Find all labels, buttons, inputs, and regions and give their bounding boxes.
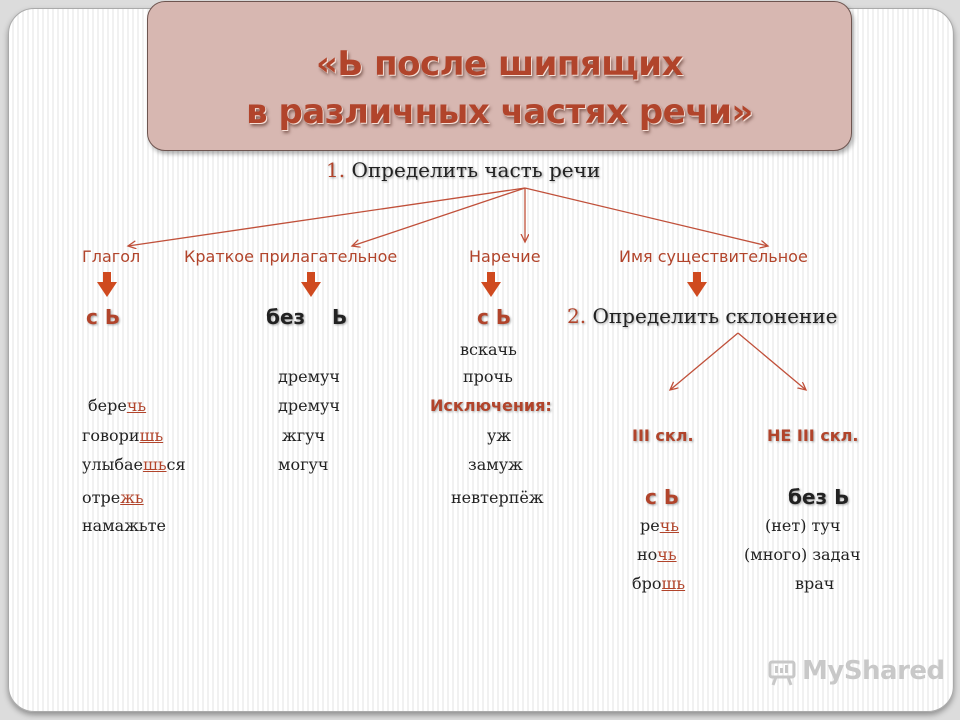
- third-declension-word: [632, 574, 685, 593]
- adjective-word: жгуч: [282, 426, 326, 445]
- verb-word: [82, 488, 144, 507]
- exception-word: замуж: [468, 455, 523, 474]
- rule-adverb: с Ь: [477, 305, 512, 329]
- part-noun: Имя существительное: [619, 247, 808, 266]
- connector-short-adj: [352, 188, 525, 246]
- noun-ending: шь: [661, 574, 686, 593]
- step-1: [326, 158, 600, 182]
- exceptions-label: Исключения:: [430, 396, 552, 415]
- verb-word-stem: улыбае: [82, 455, 143, 474]
- adverb-word: вскачь: [460, 340, 517, 359]
- down-arrow-adverb-icon: [481, 272, 501, 297]
- not-third-declension-word: врач: [795, 574, 835, 593]
- connector-noun: [525, 188, 768, 246]
- connector-third: [670, 333, 738, 390]
- part-adverb: Наречие: [469, 247, 541, 266]
- rule-short-adj-soft-sign: Ь: [332, 305, 348, 329]
- exception-word: уж: [487, 426, 512, 445]
- connector-verb: [128, 188, 525, 246]
- down-arrow-verb-icon: [97, 272, 117, 297]
- third-declension-label: III скл.: [632, 426, 694, 445]
- verb-word: [82, 426, 163, 445]
- adjective-word: могуч: [278, 455, 329, 474]
- not-third-declension-word: (нет) туч: [765, 516, 841, 535]
- title-line-1: «Ь после шипящих: [315, 44, 684, 84]
- rule-verb: с Ь: [86, 305, 121, 329]
- noun-ending: чь: [659, 516, 680, 535]
- verb-word-stem: отре: [82, 488, 121, 507]
- verb-word-ending: шь: [142, 455, 167, 474]
- adjective-word: дремуч: [278, 396, 340, 415]
- third-declension-word: [640, 516, 679, 535]
- verb-word-ending: чь: [126, 396, 147, 415]
- title-line-2: в различных частях речи»: [246, 92, 753, 132]
- verb-word-ending: жь: [120, 488, 144, 507]
- connector-not-third: [738, 333, 806, 390]
- adverb-word: прочь: [463, 367, 513, 386]
- part-verb: Глагол: [82, 247, 141, 266]
- down-arrow-short-adj-icon: [301, 272, 321, 297]
- step-2-number: 2.: [567, 304, 587, 328]
- down-arrow-noun-icon: [687, 272, 707, 297]
- verb-word-stem: бере: [88, 396, 127, 415]
- verb-word-suffix: ся: [166, 455, 186, 474]
- watermark-text: MyShared: [802, 656, 945, 686]
- rule-short-adj-bez: без: [266, 305, 306, 329]
- step-1-number: 1.: [326, 158, 346, 182]
- verb-word: [88, 396, 146, 415]
- verb-word-stem: говори: [82, 426, 140, 445]
- verb-word: [82, 455, 186, 474]
- noun-ending: чь: [657, 545, 677, 564]
- step-2: [567, 304, 837, 328]
- verb-word-stem: нама: [82, 516, 125, 535]
- part-short-adjective: Краткое прилагательное: [184, 247, 398, 266]
- rule-third-declension: с Ь: [645, 485, 680, 509]
- verb-word-suffix: жьте: [124, 516, 166, 535]
- step-1-text: Определить часть речи: [351, 158, 601, 182]
- noun-stem: бро: [632, 574, 662, 593]
- not-third-declension-label: НЕ III скл.: [767, 426, 859, 445]
- verb-word: [82, 516, 166, 535]
- not-third-declension-word: (много) задач: [744, 545, 861, 564]
- adjective-word: дремуч: [278, 367, 340, 386]
- third-declension-word: [637, 545, 677, 564]
- step-2-text: Определить склонение: [592, 304, 838, 328]
- presentation-icon: [768, 660, 796, 686]
- rule-not-third-declension: без Ь: [788, 485, 850, 509]
- exception-word: невтерпёж: [451, 488, 544, 507]
- noun-stem: но: [637, 545, 658, 564]
- verb-word-ending: шь: [139, 426, 164, 445]
- noun-stem: ре: [640, 516, 660, 535]
